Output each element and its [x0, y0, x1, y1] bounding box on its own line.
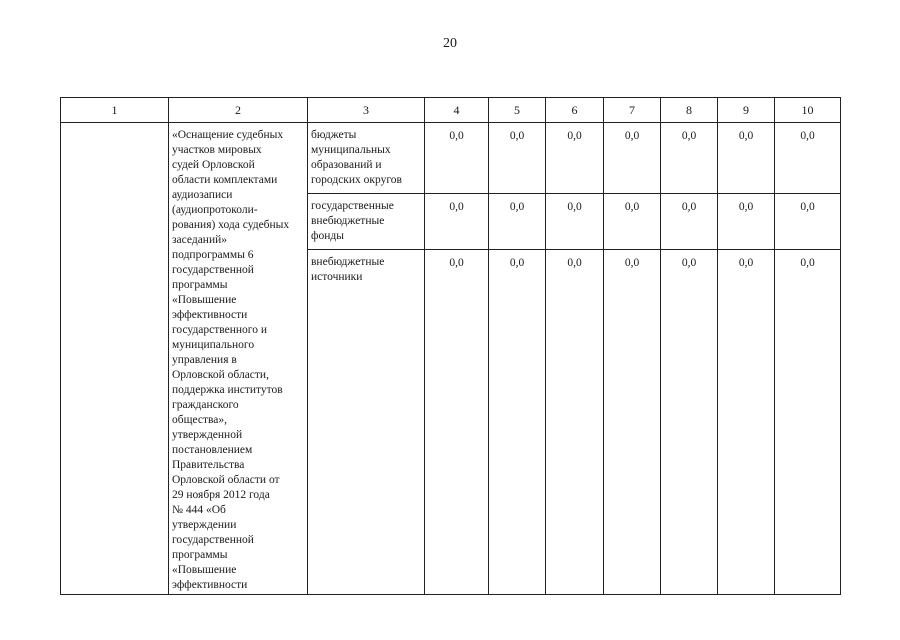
value-cell: 0,0	[604, 250, 661, 595]
value-cell: 0,0	[425, 250, 489, 595]
funding-source-cell	[308, 194, 425, 250]
header-cell-3: 3	[308, 98, 425, 123]
source-line: государственные	[311, 200, 394, 212]
description-line: рования) хода судебных	[172, 219, 290, 231]
description-line: утвержденной	[172, 429, 243, 441]
header-cell-2: 2	[169, 98, 308, 123]
header-row	[61, 98, 841, 123]
description-line: участков мировых	[172, 144, 262, 156]
description-line: аудиозаписи	[172, 189, 233, 201]
value-cell: 0,0	[661, 250, 718, 595]
description-line: общества»,	[172, 414, 227, 426]
description-line: подпрограммы 6	[172, 249, 254, 261]
value-cell: 0,0	[489, 123, 546, 194]
value-cell: 0,0	[661, 194, 718, 250]
description-line: гражданского	[172, 399, 239, 411]
description-line: утверждении	[172, 519, 237, 531]
description-line: «Повышение	[172, 564, 237, 576]
value-cell: 0,0	[489, 194, 546, 250]
header-cell-10: 10	[775, 98, 841, 123]
description-line: государственной	[172, 534, 254, 546]
description-line: судей Орловской	[172, 159, 255, 171]
value-cell: 0,0	[775, 194, 841, 250]
header-cell-5: 5	[489, 98, 546, 123]
value-cell: 0,0	[546, 194, 604, 250]
budget-table	[60, 97, 841, 595]
value-cell: 0,0	[604, 194, 661, 250]
value-cell: 0,0	[425, 194, 489, 250]
source-line: фонды	[311, 230, 344, 242]
description-line: государственного и	[172, 324, 268, 336]
description-line: постановлением	[172, 444, 253, 456]
header-cell-4: 4	[425, 98, 489, 123]
header-cell-6: 6	[546, 98, 604, 123]
description-line: Орловской области от	[172, 474, 280, 486]
funding-source-cell	[308, 250, 425, 595]
source-line: образований и	[311, 159, 382, 171]
source-line: городских округов	[311, 174, 402, 186]
page-number: 20	[443, 36, 457, 51]
description-line: поддержка институтов	[172, 384, 283, 396]
description-line: эффективности	[172, 579, 248, 591]
table-row	[61, 123, 841, 194]
value-cell: 0,0	[425, 123, 489, 194]
description-line: «Повышение	[172, 294, 237, 306]
value-cell: 0,0	[546, 250, 604, 595]
description-line: программы	[172, 549, 228, 561]
description-line: муниципального	[172, 339, 255, 351]
description-line: программы	[172, 279, 228, 291]
source-line: внебюджетные	[311, 256, 385, 268]
value-cell: 0,0	[718, 250, 775, 595]
header-cell-7: 7	[604, 98, 661, 123]
description-cell	[169, 123, 308, 595]
value-cell: 0,0	[775, 250, 841, 595]
value-cell: 0,0	[489, 250, 546, 595]
description-line: Орловской области,	[172, 369, 269, 381]
description-line: (аудиопротоколи-	[172, 204, 258, 216]
header-cell-9: 9	[718, 98, 775, 123]
description-line: управления в	[172, 354, 237, 366]
description-line: «Оснащение судебных	[172, 129, 284, 141]
description-line: № 444 «Об	[172, 504, 226, 516]
description-line: Правительства	[172, 459, 245, 471]
description-line: заседаний»	[172, 234, 228, 246]
description-line: области комплектами	[172, 174, 278, 186]
value-cell: 0,0	[604, 123, 661, 194]
funding-source-cell	[308, 123, 425, 194]
header-cell-8: 8	[661, 98, 718, 123]
source-line: бюджеты	[311, 129, 357, 141]
description-line: государственной	[172, 264, 254, 276]
value-cell: 0,0	[718, 194, 775, 250]
empty-number-cell	[61, 123, 169, 595]
value-cell: 0,0	[546, 123, 604, 194]
value-cell: 0,0	[718, 123, 775, 194]
header-cell-1: 1	[61, 98, 169, 123]
value-cell: 0,0	[661, 123, 718, 194]
source-line: муниципальных	[311, 144, 391, 156]
source-line: источники	[311, 271, 363, 283]
value-cell: 0,0	[775, 123, 841, 194]
source-line: внебюджетные	[311, 215, 385, 227]
description-line: эффективности	[172, 309, 248, 321]
description-line: 29 ноября 2012 года	[172, 489, 270, 501]
